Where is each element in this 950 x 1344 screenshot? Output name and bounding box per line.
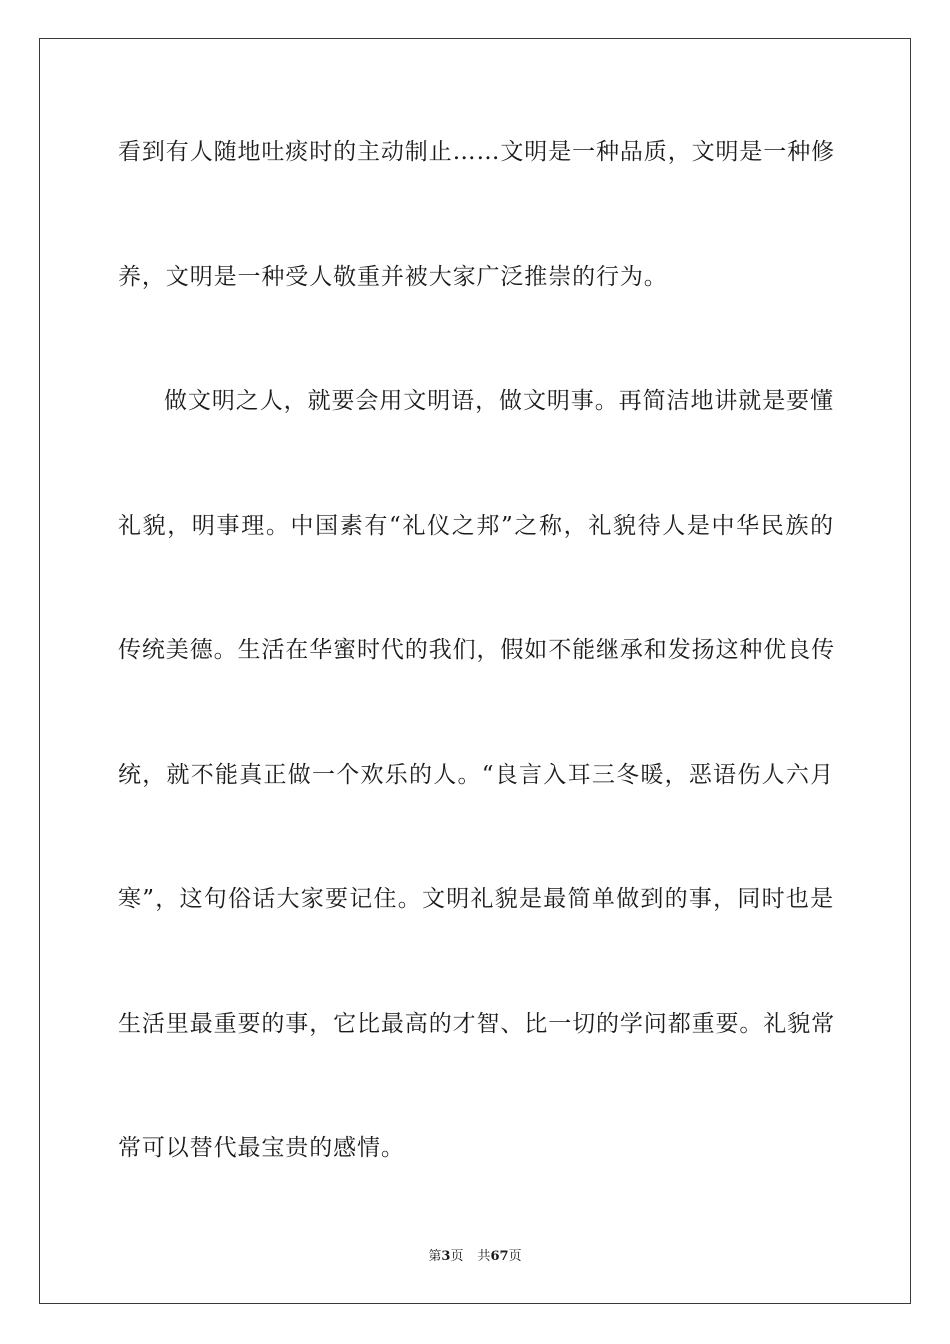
paragraph-line-8: 生活里最重要的事，它比最高的才智、比一切的学问都重要。礼貌常 xyxy=(118,1011,835,1037)
footer-page-number: 3 xyxy=(441,1249,451,1264)
paragraph-line-9: 常可以替代最宝贵的感情。 xyxy=(118,1135,405,1161)
paragraph-line-2: 养，文明是一种受人敬重并被大家广泛推崇的行为。 xyxy=(118,264,668,290)
paragraph-line-5: 传统美德。生活在华蜜时代的我们，假如不能继承和发扬这种优良传 xyxy=(118,637,835,663)
footer-total-prefix: 共 xyxy=(477,1249,491,1264)
paragraph-line-4: 礼貌，明事理。中国素有“礼仪之邦”之称，礼貌待人是中华民族的 xyxy=(118,513,834,539)
footer-total-pages: 67 xyxy=(490,1249,509,1264)
footer-total-suffix: 页 xyxy=(508,1249,522,1264)
paragraph-line-6: 统，就不能真正做一个欢乐的人。“良言入耳三冬暖，恶语伤人六月 xyxy=(118,762,834,788)
page-border xyxy=(39,38,911,1304)
footer-page-prefix: 第 xyxy=(428,1249,442,1264)
footer-page-suffix: 页 xyxy=(450,1249,464,1264)
paragraph-line-7: 寒”，这句俗话大家要记住。文明礼貌是最简单做到的事，同时也是 xyxy=(118,886,834,912)
page-footer xyxy=(0,1247,950,1267)
paragraph-line-3: 做文明之人，就要会用文明语，做文明事。再简洁地讲就是要懂 xyxy=(164,388,834,414)
paragraph-line-1: 看到有人随地吐痰时的主动制止……文明是一种品质，文明是一种修 xyxy=(118,139,835,165)
